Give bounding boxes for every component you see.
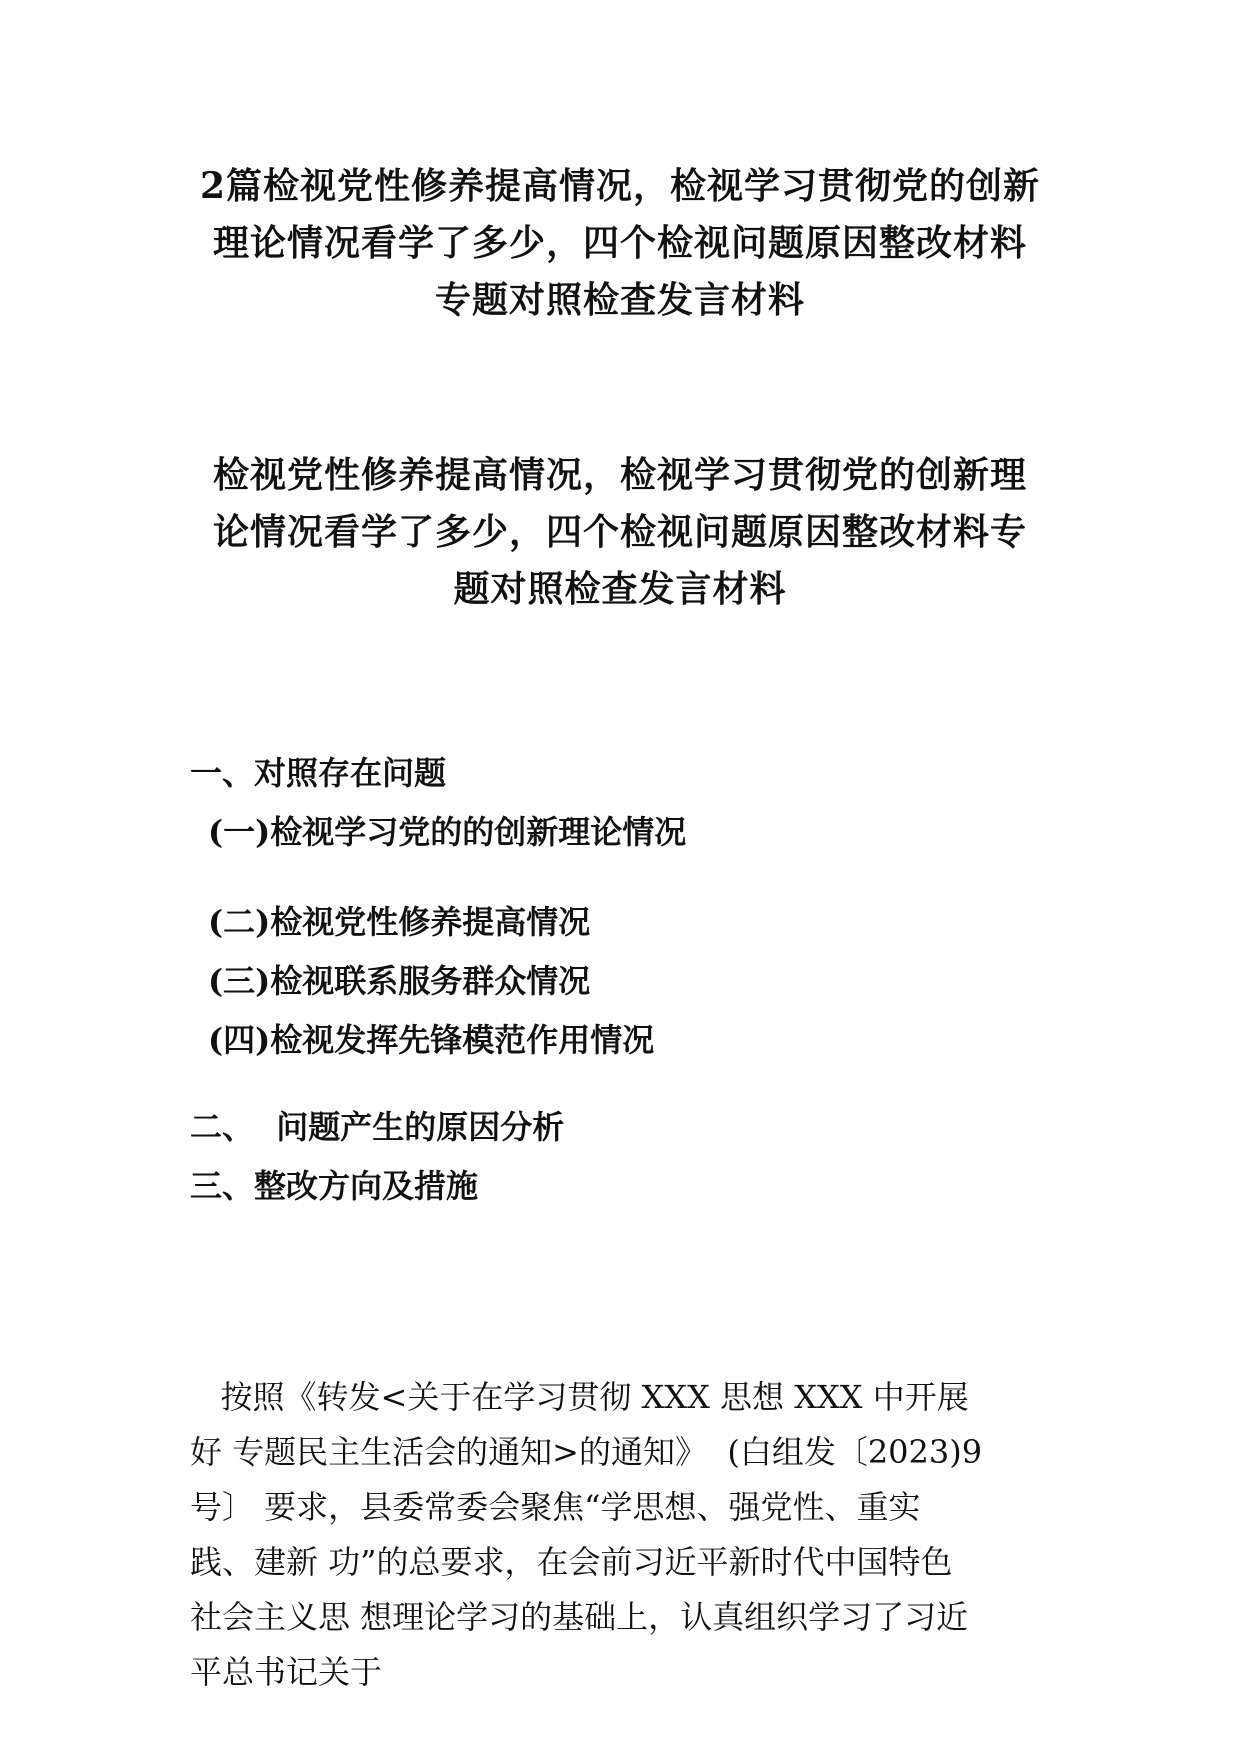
subsection-heading-3: (三)检视联系服务群众情况 <box>208 962 591 1000</box>
title-line: 检视党性修养提高情况，检视学习贯彻党的创新理 <box>212 454 1027 496</box>
body-line: 按照《转发<关于在学习贯彻 XXX 思想 XXX 中开展 <box>190 1378 969 1416</box>
title-line: 专题对照检查发言材料 <box>434 279 805 321</box>
document-title-primary <box>180 158 1060 329</box>
subsection-heading-2: (二)检视党性修养提高情况 <box>208 903 591 941</box>
subsection-heading-4: (四)检视发挥先锋模范作用情况 <box>208 1021 655 1059</box>
body-line: 平总书记关于 <box>190 1653 383 1691</box>
section-heading-3: 三、整改方向及措施 <box>190 1167 479 1205</box>
body-paragraph <box>190 1370 1050 1700</box>
body-line: 社会主义思 想理论学习的基础上，认真组织学习了习近 <box>190 1598 969 1636</box>
section-heading-2: 二、 问题产生的原因分析 <box>190 1108 565 1146</box>
body-line: 好 专题民主生活会的通知>的通知》 (白组发〔2023)9 <box>190 1433 983 1471</box>
body-line: 践、建新 功”的总要求，在会前习近平新时代中国特色 <box>190 1543 953 1581</box>
section-heading-1: 一、对照存在问题 <box>190 754 447 792</box>
subsection-heading-1: (一)检视学习党的的创新理论情况 <box>208 813 687 851</box>
title-line: 题对照检查发言材料 <box>453 568 787 610</box>
title-line: 理论情况看学了多少，四个检视问题原因整改材料 <box>212 222 1027 264</box>
document-title-secondary <box>180 447 1060 618</box>
body-line: 号〕 要求，县委常委会聚焦“学思想、强党性、重实 <box>190 1488 921 1526</box>
title-line: 2篇检视党性修养提高情况，检视学习贯彻党的创新 <box>199 165 1041 207</box>
title-line: 论情况看学了多少，四个检视问题原因整改材料专 <box>212 511 1027 553</box>
